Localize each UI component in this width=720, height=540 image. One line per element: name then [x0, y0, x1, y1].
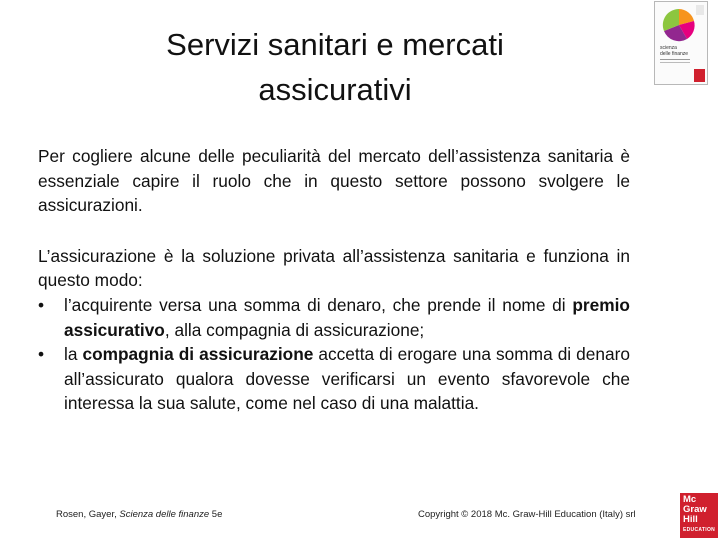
logo-line-mc: Mc — [683, 494, 697, 505]
bullet-item — [38, 293, 630, 342]
definition-paragraph: L’assicurazione è la soluzione privata all’assistenza sanitaria e funziona in questo modo: — [38, 245, 630, 291]
bullet-icon: • — [38, 294, 45, 315]
footer-copyright: Copyright © 2018 Mc. Graw-Hill Education (Italy) srl — [418, 509, 636, 520]
cover-title-line1: scienza — [660, 45, 677, 51]
intro-paragraph: Per cogliere alcune delle peculiarità del mercato dell’assistenza sanitaria è essenziale capire il ruolo che in questo settore possono svolgere le assicurazioni. — [38, 146, 630, 216]
footer-source-authors: Rosen, Gayer, — [56, 509, 120, 520]
cover-title — [660, 45, 688, 57]
bullet-text-before: la — [64, 344, 83, 365]
bullet-text-before: l’acquirente versa una somma di denaro, che prende il nome di — [64, 294, 573, 315]
cover-author-lines — [660, 59, 690, 60]
footer-source — [56, 509, 222, 520]
bullet-icon: • — [38, 344, 45, 365]
bullet-list — [38, 293, 630, 416]
slide-title-line2: assicurativi — [258, 72, 412, 107]
slide-title-line1: Servizi sanitari e mercati — [166, 27, 504, 62]
footer-source-book: Scienza delle finanze — [119, 509, 210, 520]
bullet-bold-term: premio assicurativo — [64, 294, 630, 340]
bullet-item — [38, 342, 630, 416]
cover-publisher-logo — [694, 69, 705, 82]
cover-pie-chart-graphic — [659, 5, 699, 43]
footer-source-edition: 5e — [209, 509, 223, 520]
slide-title — [100, 22, 570, 112]
bullet-bold-term: compagnia di assicurazione — [82, 344, 314, 365]
logo-line-hill: Hill — [683, 514, 698, 525]
slide-body — [38, 144, 630, 416]
logo-line-graw: Graw — [683, 504, 707, 515]
bullet-text-after: accetta di erogare una somma di denaro all’assicurato qualora dovesse verificarsi un evento sfavorevole che interessa la sua salute, come nel caso di una malattia. — [64, 344, 630, 414]
cover-title-line2: delle finanze — [660, 51, 689, 57]
logo-line-education: EDUCATION — [683, 527, 716, 533]
bullet-text-after: , alla compagnia di assicurazione; — [164, 319, 425, 340]
mcgraw-hill-logo — [680, 493, 718, 538]
book-cover-thumbnail — [654, 1, 708, 85]
